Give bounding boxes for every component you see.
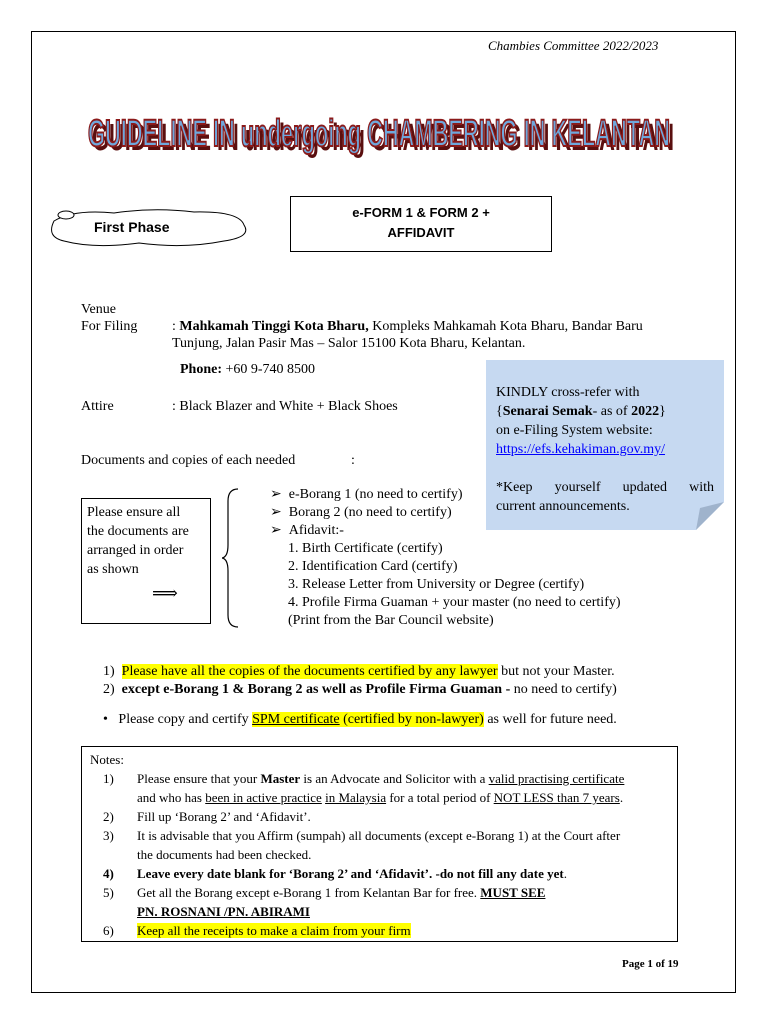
doc-item-text: e-Borang 1 (no need to certify) [288,487,463,502]
phone-number: +60 9-740 8500 [222,362,316,377]
attire-label: Attire [81,399,114,414]
efiling-link[interactable]: https://efs.kehakiman.gov.my/ [496,442,666,457]
phone-line [180,360,315,379]
spm-certificate-text: SPM certificate [252,712,340,727]
note-3-line2: the documents had been checked. [137,847,312,862]
underlined-text: NOT LESS than 7 years [493,790,620,805]
note-number: 6) [103,923,114,938]
note-text: . [563,866,567,881]
document-list [270,486,621,630]
note-1-line1 [137,770,624,787]
page-number: Page 1 of 19 [622,958,679,970]
documents-heading: Documents and copies of each needed [81,453,296,468]
left-brace-icon [222,487,242,629]
note-2-text: Fill up ‘Borang 2’ and ‘Afidavit’. [137,809,311,824]
spm-bullet [103,711,617,729]
item-text: Please copy and certify [118,712,253,727]
documents-colon: : [351,453,355,468]
doc-subitem: 4. Profile Firma Guaman + your master (no need to certify) [288,595,621,610]
item-text: but not your Master. [497,664,615,679]
callout-word-yourself: yourself [554,480,601,495]
highlighted-text: (certified by non-lawyer) [339,712,484,727]
committee-header: Chambies Committee 2022/2023 [488,38,659,53]
item-text: no need to certify) [510,682,617,697]
underlined-text: been in active practice [205,790,322,805]
arrow-bullet-icon: ➢ [270,523,282,538]
note-text: is an Advocate and Solicitor with a [300,771,489,786]
address-part1: Kompleks Mahkamah Kota Bharu, Bandar Baru [368,319,643,334]
number: 1) [103,664,115,679]
callout-line2 [496,402,714,421]
note-5-line1 [137,884,545,901]
venue-label: Venue [81,302,116,317]
phone-label: Phone: [180,362,222,377]
phase-label: First Phase [94,219,170,235]
year: 2022 [631,404,660,419]
order-note-box [81,498,211,624]
note-number: 4) [103,866,114,881]
order-note-line3: arranged in order [87,543,184,558]
underlined-text: valid practising certificate [488,771,625,786]
underlined-text: in Malaysia [325,790,387,805]
doc-item-text: Borang 2 (no need to certify) [288,505,452,520]
doc-subitem: 2. Identification Card (certify) [288,559,458,574]
notes-heading: Notes: [90,752,124,767]
doc-item-text: Afidavit:- [288,523,344,538]
document-title [88,106,678,160]
bold-text: Leave every date blank for ‘Borang 2’ and ‘Afidavit’. -do not fill any date yet [137,866,564,881]
note-number: 1) [103,771,114,786]
master-bold: Master [260,771,301,786]
callout-word-keep: *Keep [496,480,533,495]
number: 2) [103,682,115,697]
note-6-text [137,922,411,939]
callout-word-updated: updated [622,480,667,495]
item-text: as well for future need. [483,712,617,727]
court-name: Mahkamah Tinggi Kota Bharu, [179,319,369,334]
venue-address-line2: Tunjung, Jalan Pasir Mas – Salor 15100 Kota Bharu, Kelantan. [172,336,526,351]
note-text: Get all the Borang except e-Borang 1 from Kelantan Bar for free. [137,885,481,900]
note-1-line2 [137,789,623,806]
note-number: 3) [103,828,114,843]
note-text: . [619,790,624,805]
note-4-text [137,865,567,882]
contact-names: PN. ROSNANI /PN. ABIRAMI [137,904,310,919]
note-number: 2) [103,809,114,824]
callout-line5: current announcements. [496,499,630,514]
order-note-line1: Please ensure all [87,505,181,520]
bold-text: except e-Borang 1 & Borang 2 as well as Profile Firma Guaman - [121,682,511,697]
callout-word-with: with [689,480,714,495]
brace-close: } [659,404,666,419]
attire-value: : Black Blazer and White + Black Shoes [172,399,398,414]
eform-box [290,196,552,252]
filing-label: For Filing [81,319,138,334]
eform-line2: AFFIDAVIT [387,225,455,240]
doc-subitem: 1. Birth Certificate (certify) [288,541,443,556]
doc-subitem: (Print from the Bar Council website) [288,613,494,628]
order-note-line4: as shown [87,562,139,577]
doc-item-borang2 [270,504,621,522]
numbered-item-1 [103,663,615,681]
senarai-semak: Senarai Semak [502,404,593,419]
document-title-shadow: GUIDELINE IN undergoing CHAMBERING IN KELANTAN [92,117,674,159]
arrow-bullet-icon: ➢ [270,505,282,520]
note-number: 5) [103,885,114,900]
note-text: and who has [137,790,206,805]
doc-item-afidavit [270,522,621,540]
right-arrow-icon: ⟹ [152,583,178,603]
venue-colon: : [172,319,176,334]
eform-line1: e-FORM 1 & FORM 2 + [352,205,490,220]
brace-open: { [496,404,503,419]
document-title-text: GUIDELINE IN undergoing CHAMBERING IN KELANTAN [88,113,670,155]
arrow-bullet-icon: ➢ [270,487,282,502]
note-3-line1: It is advisable that you Affirm (sumpah) all documents (except e-Borang 1) at the Court after [137,828,621,843]
as-of: - as of [592,404,632,419]
note-text: Please ensure that your [137,771,261,786]
doc-item-eborang1 [270,486,621,504]
highlighted-text: Keep all the receipts to make a claim from your firm [137,923,411,938]
note-5-line2 [137,903,310,920]
highlighted-text: Please have all the copies of the documents certified by any lawyer [121,664,498,679]
callout-line1: KINDLY cross-refer with [496,385,640,400]
callout-line3: on e-Filing System website: [496,423,653,438]
numbered-item-2 [103,681,617,699]
order-note-line2: the documents are [87,524,189,539]
must-see-text: MUST SEE [480,885,546,900]
doc-subitem: 3. Release Letter from University or Degree (certify) [288,577,585,592]
note-text: for a total period of [386,790,494,805]
bullet-dot-icon: • [103,712,108,727]
